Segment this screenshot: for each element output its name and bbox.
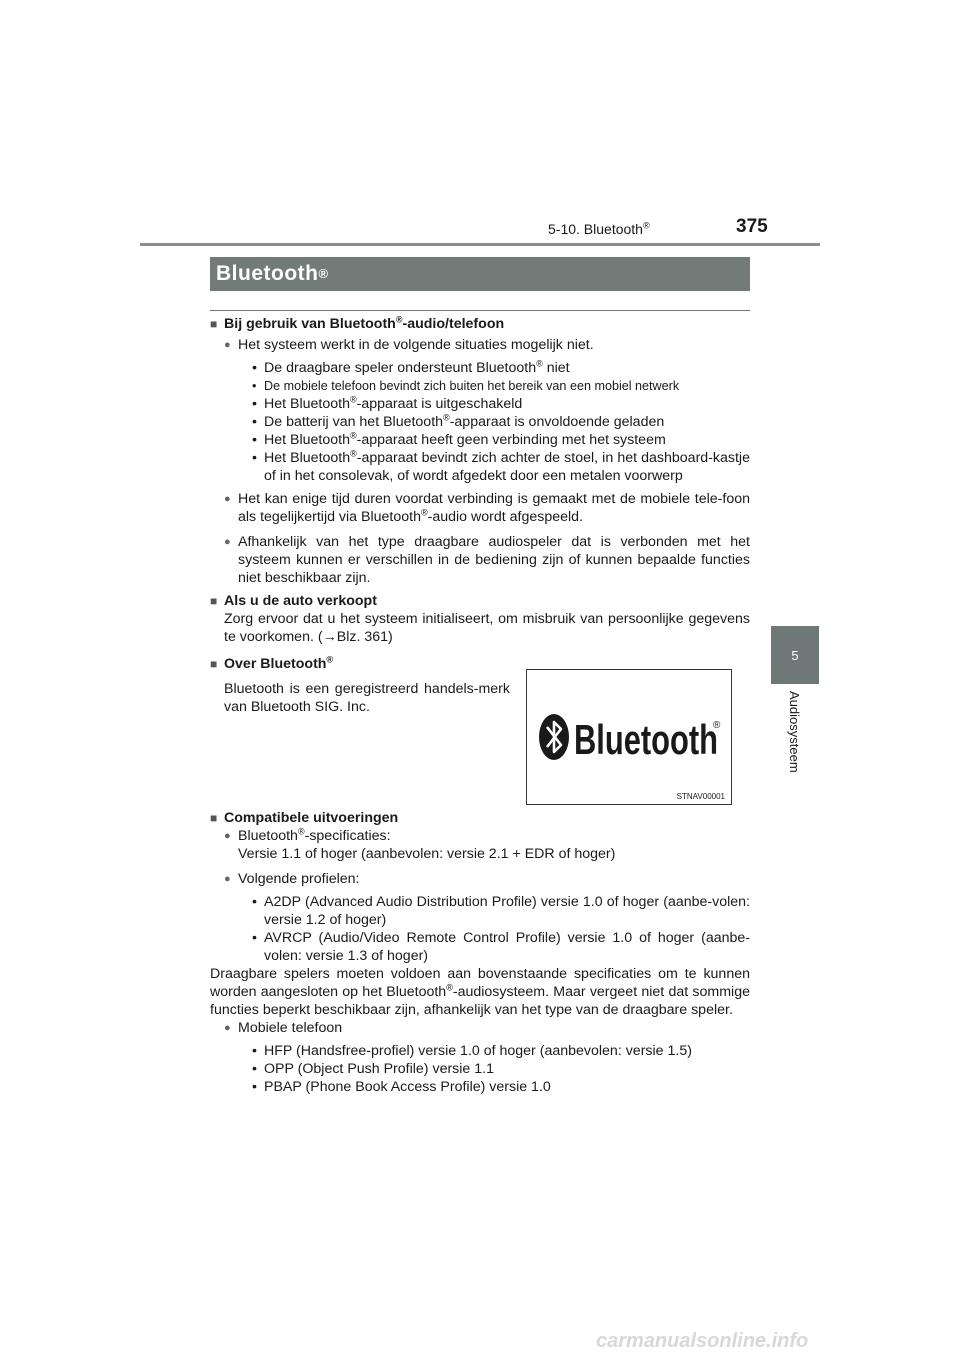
bullet-item: ● Het kan enige tijd duren voordat verbinding is gemaakt met de mobiele tele-foon als tegelijkertijd via Bluetooth®-audio wordt afgespeeld. xyxy=(210,490,750,526)
paragraph: Zorg ervoor dat u het systeem initialiseert, om misbruik van persoonlijke gegevens te voorkomen. (→Blz. 361) xyxy=(224,611,750,645)
heading-compatible-versions: ■ Compatibele uitvoeringen xyxy=(210,809,750,827)
sub-item: • De draagbare speler ondersteunt Bluetooth® niet xyxy=(210,359,750,377)
sub-item: • HFP (Handsfree-profiel) versie 1.0 of hoger (aanbevolen: versie 1.5) xyxy=(210,1042,750,1060)
title-rule xyxy=(210,310,750,311)
sub-item: • De mobiele telefoon bevindt zich buiten het bereik van een mobiel netwerk xyxy=(210,377,750,395)
paragraph-trademark: Bluetooth is een geregistreerd handels-merk van Bluetooth SIG. Inc. xyxy=(224,681,510,715)
sub-item: • De batterij van het Bluetooth®-apparaat is onvoldoende geladen xyxy=(210,413,750,431)
logo-wordmark: Bluetooth xyxy=(574,716,718,763)
sub-item: • Het Bluetooth®-apparaat bevindt zich achter de stoel, in het dashboard-kastje of in het consolevak, of wordt afgedekt door een metalen voorwerp xyxy=(210,449,750,485)
heading-bluetooth-use: ■ Bij gebruik van Bluetooth®-audio/telefoon xyxy=(210,315,750,333)
sub-item: • A2DP (Advanced Audio Distribution Profile) versie 1.0 of hoger (aanbe-volen: versie 1.2 of hoger) xyxy=(210,893,750,929)
bullet-item: ● Mobiele telefoon xyxy=(210,1019,750,1037)
bullet-item: ● Het systeem werkt in de volgende situaties mogelijk niet. xyxy=(210,336,750,354)
compatibility-section xyxy=(210,809,750,1096)
sub-item: • Het Bluetooth®-apparaat heeft geen verbinding met het systeem xyxy=(210,431,750,449)
page-number: 375 xyxy=(736,216,768,237)
body-content xyxy=(210,315,750,716)
logo-reg-mark: ® xyxy=(713,720,721,731)
heading-selling-car: ■ Als u de auto verkoopt xyxy=(210,592,750,610)
bullet-item: ● Volgende profielen: xyxy=(210,870,750,888)
paragraph: Draagbare spelers moeten voldoen aan bovenstaande specificaties om te kunnen worden aangesloten op het Bluetooth®-audiosysteem. Maar vergeet niet dat sommige functies beperkt beschikbaar zijn, afhankelijk van het type van de draagbare speler. xyxy=(210,966,750,1018)
bullet-item: ● Afhankelijk van het type draagbare audiospeler dat is verbonden met het systeem kunnen er verschillen in de bediening zijn of kunnen bepaalde functies niet beschikbaar zijn. xyxy=(210,533,750,587)
watermark: carmanualsonline.info xyxy=(596,1330,809,1352)
sub-item: • Het Bluetooth®-apparaat is uitgeschakeld xyxy=(210,395,750,413)
image-code: STNAV00001 xyxy=(676,792,725,801)
heading-about-bluetooth: ■ Over Bluetooth® xyxy=(210,655,750,673)
section-title: Bluetooth ® xyxy=(210,257,750,291)
chapter-tab-label: Audiosysteem xyxy=(787,691,802,773)
running-header-section: 5-10. Bluetooth® xyxy=(548,220,650,237)
bullet-item: ● Bluetooth®-specificaties: Versie 1.1 of hoger (aanbevolen: versie 2.1 + EDR of hoger) xyxy=(210,827,750,863)
chapter-tab: 5 xyxy=(771,626,819,684)
sub-item: • AVRCP (Audio/Video Remote Control Profile) versie 1.0 of hoger (aanbe-volen: versie 1.3 of hoger) xyxy=(210,929,750,965)
header-rule xyxy=(140,243,820,246)
sub-item: • OPP (Object Push Profile) versie 1.1 xyxy=(210,1060,750,1078)
bluetooth-logo-figure xyxy=(526,669,732,805)
sub-item: • PBAP (Phone Book Access Profile) versie 1.0 xyxy=(210,1078,750,1096)
bluetooth-logo-icon xyxy=(527,670,731,804)
